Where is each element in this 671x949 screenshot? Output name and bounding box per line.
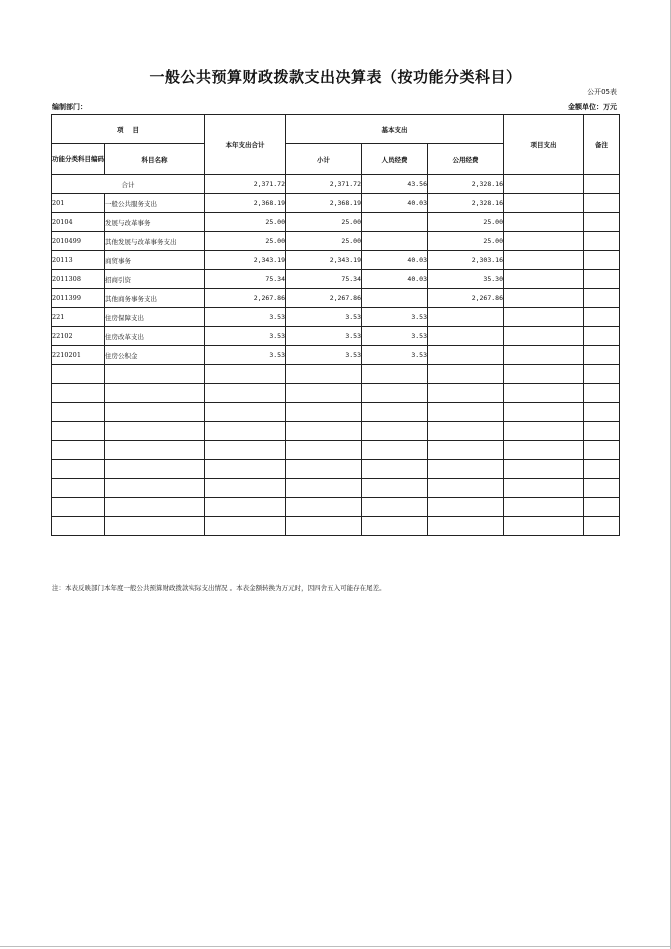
row-name (105, 479, 205, 498)
row-project (504, 213, 584, 232)
row-name: 商贸事务 (105, 251, 205, 270)
row-project (504, 270, 584, 289)
row-personnel (362, 365, 428, 384)
row-personnel (362, 460, 428, 479)
row-remark (584, 194, 620, 213)
table-row (52, 422, 620, 441)
row-project (504, 517, 584, 536)
row-total (205, 384, 286, 403)
row-project (504, 308, 584, 327)
total-project (504, 175, 584, 194)
row-remark (584, 289, 620, 308)
total-subtotal: 2,371.72 (286, 175, 362, 194)
row-remark (584, 441, 620, 460)
row-code: 20113 (52, 251, 105, 270)
row-code (52, 441, 105, 460)
row-personnel: 3.53 (362, 346, 428, 365)
row-public (428, 441, 504, 460)
header-basic: 基本支出 (286, 115, 504, 144)
row-project (504, 365, 584, 384)
row-code: 201 (52, 194, 105, 213)
row-code: 2011308 (52, 270, 105, 289)
expenditure-table (51, 114, 620, 536)
row-name: 一般公共服务支出 (105, 194, 205, 213)
row-personnel (362, 498, 428, 517)
row-subtotal (286, 460, 362, 479)
row-name (105, 498, 205, 517)
table-row (52, 213, 620, 232)
row-project (504, 460, 584, 479)
row-personnel (362, 384, 428, 403)
total-total: 2,371.72 (205, 175, 286, 194)
row-project (504, 289, 584, 308)
row-subtotal (286, 479, 362, 498)
row-project (504, 422, 584, 441)
row-public: 25.00 (428, 232, 504, 251)
header-remark: 备注 (584, 115, 620, 175)
row-name: 住房改革支出 (105, 327, 205, 346)
row-public: 2,303.16 (428, 251, 504, 270)
row-subtotal (286, 498, 362, 517)
row-code (52, 498, 105, 517)
total-label: 合计 (52, 175, 205, 194)
row-public: 2,267.86 (428, 289, 504, 308)
row-public (428, 403, 504, 422)
row-subtotal (286, 365, 362, 384)
header-item: 项 目 (52, 115, 205, 144)
row-name (105, 460, 205, 479)
row-public: 35.30 (428, 270, 504, 289)
row-name: 招商引资 (105, 270, 205, 289)
page-edge-bottom (0, 946, 671, 947)
table-row (52, 517, 620, 536)
row-total (205, 403, 286, 422)
row-public (428, 498, 504, 517)
row-code (52, 365, 105, 384)
row-code: 2010499 (52, 232, 105, 251)
row-code (52, 403, 105, 422)
row-name (105, 403, 205, 422)
row-subtotal: 2,267.86 (286, 289, 362, 308)
row-code (52, 384, 105, 403)
header-total: 本年支出合计 (205, 115, 286, 175)
row-remark (584, 251, 620, 270)
row-public (428, 327, 504, 346)
row-code: 2210201 (52, 346, 105, 365)
row-total (205, 517, 286, 536)
row-subtotal (286, 384, 362, 403)
row-subtotal (286, 441, 362, 460)
row-code: 2011399 (52, 289, 105, 308)
row-personnel (362, 441, 428, 460)
row-personnel: 3.53 (362, 327, 428, 346)
table-row (52, 270, 620, 289)
row-remark (584, 365, 620, 384)
row-project (504, 479, 584, 498)
row-project (504, 346, 584, 365)
footnote: 注：本表反映部门本年度一般公共预算财政拨款实际支出情况 。本表金额转换为万元时，因四舍五入可能存在尾差。 (52, 584, 386, 592)
row-project (504, 403, 584, 422)
row-total (205, 441, 286, 460)
form-code: 公开05表 (587, 88, 617, 96)
compiler-label: 编制部门： (52, 103, 87, 111)
row-remark (584, 270, 620, 289)
row-project (504, 498, 584, 517)
row-remark (584, 422, 620, 441)
row-subtotal: 2,343.19 (286, 251, 362, 270)
row-personnel (362, 403, 428, 422)
header-project: 项目支出 (504, 115, 584, 175)
table-row (52, 365, 620, 384)
row-subtotal: 3.53 (286, 327, 362, 346)
row-remark (584, 346, 620, 365)
table-row (52, 251, 620, 270)
row-subtotal: 25.00 (286, 213, 362, 232)
row-public (428, 460, 504, 479)
header-public: 公用经费 (428, 144, 504, 175)
row-remark (584, 384, 620, 403)
row-remark (584, 498, 620, 517)
table-row (52, 498, 620, 517)
row-name: 其他商务事务支出 (105, 289, 205, 308)
row-code (52, 517, 105, 536)
row-public (428, 365, 504, 384)
row-personnel: 40.03 (362, 194, 428, 213)
table-row (52, 441, 620, 460)
row-total (205, 479, 286, 498)
header-subject-name: 科目名称 (105, 144, 205, 175)
row-subtotal: 3.53 (286, 346, 362, 365)
row-personnel (362, 479, 428, 498)
row-remark (584, 479, 620, 498)
row-total (205, 498, 286, 517)
header-subtotal: 小计 (286, 144, 362, 175)
row-code (52, 460, 105, 479)
row-personnel (362, 289, 428, 308)
row-code (52, 422, 105, 441)
row-total (205, 365, 286, 384)
row-public (428, 384, 504, 403)
page-title: 一般公共预算财政拨款支出决算表（按功能分类科目） (149, 68, 522, 86)
row-subtotal: 2,368.19 (286, 194, 362, 213)
row-public: 25.00 (428, 213, 504, 232)
row-personnel (362, 517, 428, 536)
table-row (52, 232, 620, 251)
row-name: 发展与改革事务 (105, 213, 205, 232)
row-personnel (362, 213, 428, 232)
row-total: 25.00 (205, 213, 286, 232)
table-row (52, 327, 620, 346)
row-total: 3.53 (205, 308, 286, 327)
total-personnel: 43.56 (362, 175, 428, 194)
row-subtotal: 75.34 (286, 270, 362, 289)
row-total: 3.53 (205, 327, 286, 346)
table-row (52, 289, 620, 308)
row-remark (584, 213, 620, 232)
unit-label: 金额单位：万元 (568, 103, 617, 111)
row-total: 2,368.19 (205, 194, 286, 213)
row-project (504, 194, 584, 213)
row-name (105, 365, 205, 384)
row-code: 22102 (52, 327, 105, 346)
row-remark (584, 308, 620, 327)
row-total (205, 460, 286, 479)
table-row (52, 479, 620, 498)
row-total: 25.00 (205, 232, 286, 251)
row-name: 其他发展与改革事务支出 (105, 232, 205, 251)
row-total (205, 422, 286, 441)
row-name: 住房公积金 (105, 346, 205, 365)
table-row (52, 460, 620, 479)
row-total: 3.53 (205, 346, 286, 365)
row-name: 住房保障支出 (105, 308, 205, 327)
row-public (428, 308, 504, 327)
row-personnel (362, 232, 428, 251)
table-row (52, 194, 620, 213)
row-name (105, 422, 205, 441)
row-public (428, 422, 504, 441)
row-project (504, 232, 584, 251)
row-remark (584, 232, 620, 251)
row-remark (584, 403, 620, 422)
row-subtotal: 25.00 (286, 232, 362, 251)
row-name (105, 517, 205, 536)
header-func-code: 功能分类科目编码 (52, 144, 105, 175)
row-personnel: 40.03 (362, 270, 428, 289)
row-project (504, 251, 584, 270)
row-name (105, 441, 205, 460)
row-personnel (362, 422, 428, 441)
row-subtotal: 3.53 (286, 308, 362, 327)
row-personnel: 3.53 (362, 308, 428, 327)
total-public: 2,328.16 (428, 175, 504, 194)
table-row (52, 403, 620, 422)
row-subtotal (286, 517, 362, 536)
row-subtotal (286, 403, 362, 422)
row-code: 221 (52, 308, 105, 327)
row-project (504, 384, 584, 403)
row-code (52, 479, 105, 498)
row-total: 75.34 (205, 270, 286, 289)
row-public: 2,328.16 (428, 194, 504, 213)
row-public (428, 479, 504, 498)
row-project (504, 441, 584, 460)
row-remark (584, 517, 620, 536)
row-code: 20104 (52, 213, 105, 232)
table-row (52, 384, 620, 403)
total-row (52, 175, 620, 194)
row-personnel: 40.03 (362, 251, 428, 270)
header-personnel: 人员经费 (362, 144, 428, 175)
row-public (428, 346, 504, 365)
row-total: 2,343.19 (205, 251, 286, 270)
total-remark (584, 175, 620, 194)
table-row (52, 308, 620, 327)
row-project (504, 327, 584, 346)
row-subtotal (286, 422, 362, 441)
row-total: 2,267.86 (205, 289, 286, 308)
row-name (105, 384, 205, 403)
row-remark (584, 460, 620, 479)
row-public (428, 517, 504, 536)
row-remark (584, 327, 620, 346)
table-row (52, 346, 620, 365)
